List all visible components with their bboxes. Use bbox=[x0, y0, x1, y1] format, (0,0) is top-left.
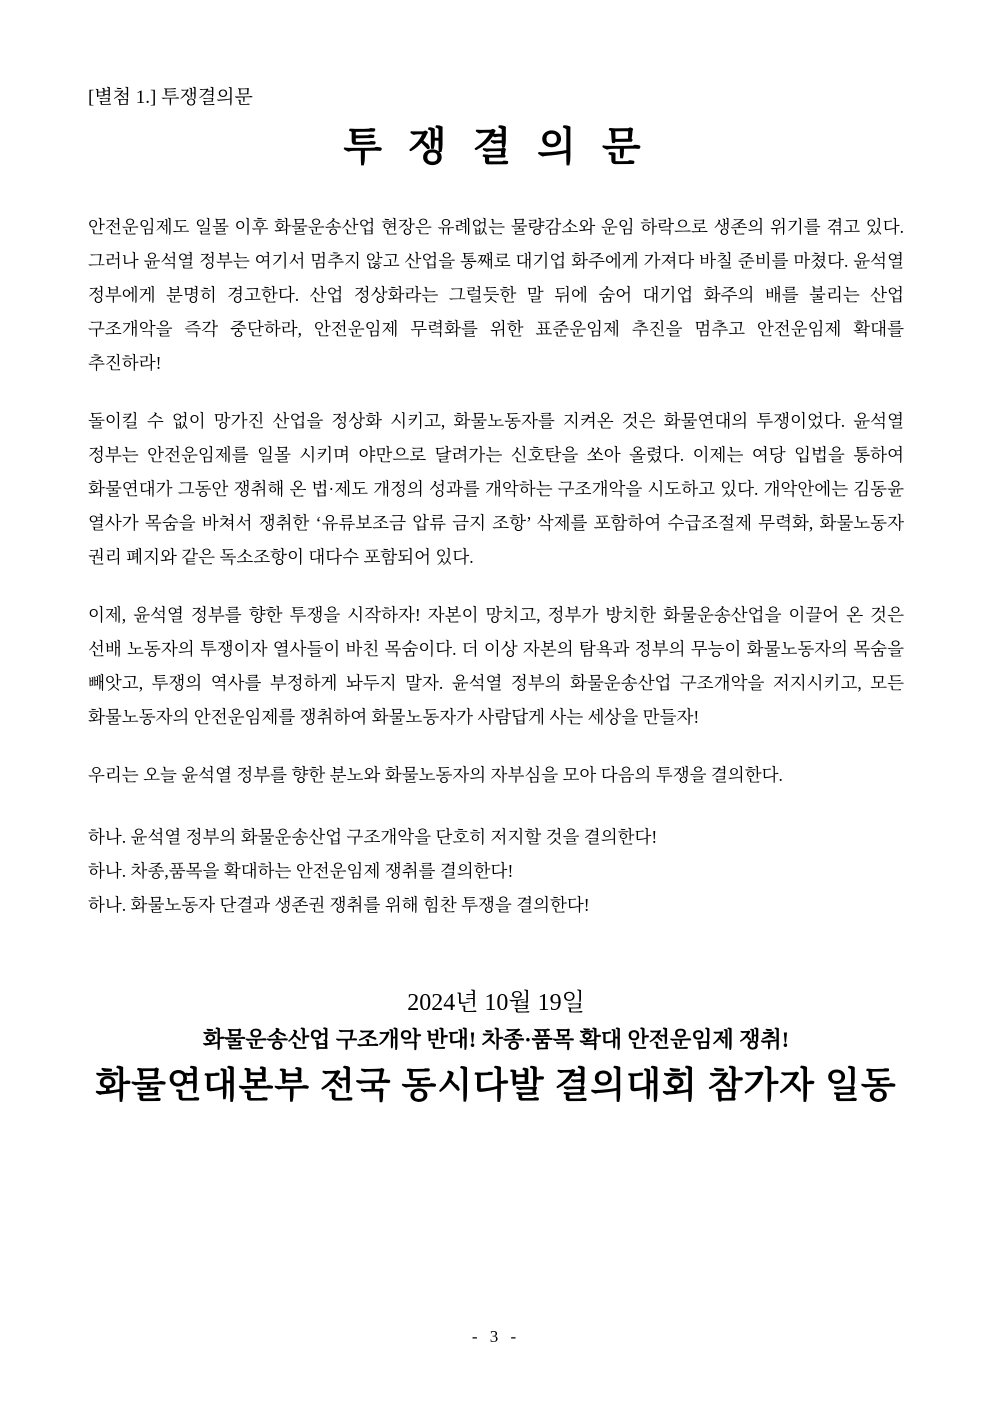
signature-line: 화물연대본부 전국 동시다발 결의대회 참가자 일동 bbox=[95, 1065, 897, 1105]
date-line: 2024년 10월 19일 bbox=[407, 990, 585, 1016]
body-paragraph-1: 안전운임제도 일몰 이후 화물운송산업 현장은 유례없는 물량감소와 운임 하락으로 생존의 위기를 겪고 있다. 그러나 윤석열 정부는 여기서 멈추지 않고 산업을 통째로 대기업 화주에게 가져다 바칠 준비를 마쳤다. 윤석열 정부에게 분명히 경고한다. 산업 정상화라는 그럴듯한 말 뒤에 숨어 대기업 화주의 배를 불리는 산업 구조개악을 즉각 중단하라, 안전운임제 무력화를 위한 표준운임제 추진을 멈추고 안전운임제 확대를 추진하라! bbox=[88, 217, 904, 373]
slogan-line: 화물운송산업 구조개악 반대! 차종·품목 확대 안전운임제 쟁취! bbox=[202, 1027, 790, 1052]
resolution-item-2: 하나. 차종,품목을 확대하는 안전운임제 쟁취를 결의한다! bbox=[88, 861, 514, 881]
page-number: - 3 - bbox=[471, 1327, 521, 1346]
body-paragraph-4: 우리는 오늘 윤석열 정부를 향한 분노와 화물노동자의 자부심을 모아 다음의 투쟁을 결의한다. bbox=[88, 765, 783, 785]
resolution-item-3: 하나. 화물노동자 단결과 생존권 쟁취를 위해 힘찬 투쟁을 결의한다! bbox=[88, 895, 590, 915]
closing-block bbox=[88, 986, 904, 1107]
body-paragraph-2: 돌이킬 수 없이 망가진 산업을 정상화 시키고, 화물노동자를 지켜온 것은 화물연대의 투쟁이었다. 윤석열 정부는 안전운임제를 일몰 시키며 야만으로 달려가는 신호탄을 쏘아 올렸다. 이제는 여당 입법을 통하여 화물연대가 그동안 쟁취해 온 법·제도 개정의 성과를 개악하는 구조개악을 시도하고 있다. 개악안에는 김동윤 열사가 목숨을 바쳐서 쟁취한 ‘유류보조금 압류 금지 조항’ 삭제를 포함하여 수급조절제 무력화, 화물노동자 권리 폐지와 같은 독소조항이 대다수 포함되어 있다. bbox=[88, 411, 904, 567]
body-paragraph-3: 이제, 윤석열 정부를 향한 투쟁을 시작하자! 자본이 망치고, 정부가 방치한 화물운송산업을 이끌어 온 것은 선배 노동자의 투쟁이자 열사들이 바친 목숨이다. 더 이상 자본의 탐욕과 정부의 무능이 화물노동자의 목숨을 빼앗고, 투쟁의 역사를 부정하게 놔두지 말자. 윤석열 정부의 화물운송산업 구조개악을 저지시키고, 모든 화물노동자의 안전운임제를 쟁취하여 화물노동자가 사람답게 사는 세상을 만들자! bbox=[88, 605, 904, 727]
page-title: 투 쟁 결 의 문 bbox=[343, 124, 649, 169]
resolution-list bbox=[88, 820, 904, 922]
attachment-label: [별첨 1.] 투쟁결의문 bbox=[88, 87, 253, 108]
resolution-item-1: 하나. 윤석열 정부의 화물운송산업 구조개악을 단호히 저지할 것을 결의한다! bbox=[88, 827, 658, 847]
document-content bbox=[88, 0, 904, 1107]
body-text-block bbox=[88, 210, 904, 792]
